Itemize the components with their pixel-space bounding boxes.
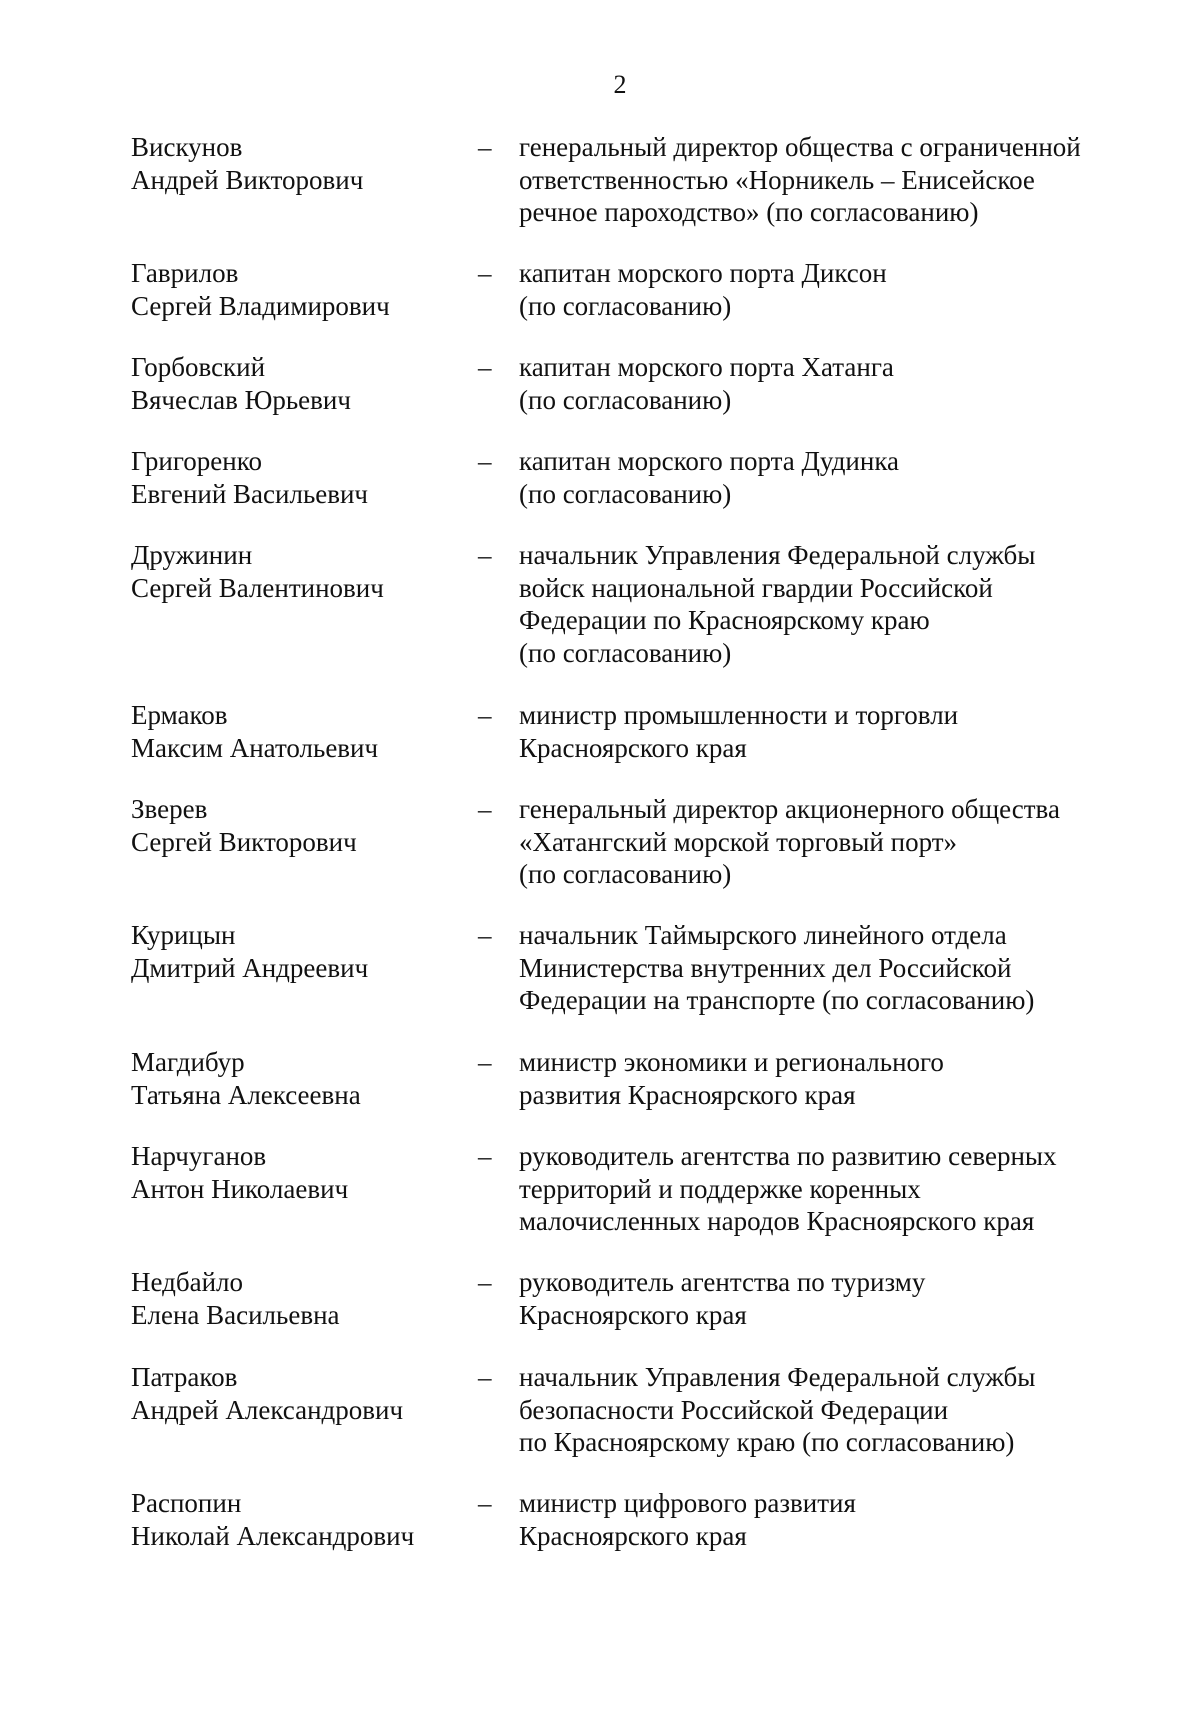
position-line: генеральный директор акционерного общества: [519, 794, 1060, 824]
member-name: [131, 445, 461, 510]
position-line: (по согласованию): [519, 637, 732, 668]
position-line: начальник Таймырского линейного отдела: [519, 920, 1007, 950]
position-line: министр цифрового развития: [519, 1488, 856, 1518]
member-given-names: Сергей Валентинович: [131, 572, 384, 603]
position-line: по Красноярскому краю (по согласованию): [519, 1427, 1015, 1457]
member-surname: Григоренко: [131, 446, 262, 476]
position-line: капитан морского порта Дудинка: [519, 446, 900, 476]
member-surname: Магдибур: [131, 1047, 245, 1077]
position-line: безопасности Российской Федерации: [519, 1394, 949, 1425]
member-surname: Нарчуганов: [131, 1141, 267, 1171]
member-name: [131, 1140, 461, 1205]
dash-separator: –: [478, 920, 492, 950]
member-position: [519, 699, 1119, 764]
member-position: [519, 1140, 1119, 1238]
member-given-names: Сергей Владимирович: [131, 290, 390, 321]
dash-separator: –: [478, 1141, 492, 1171]
dash-separator: –: [478, 446, 492, 476]
position-line: начальник Управления Федеральной службы: [519, 1362, 1036, 1392]
member-surname: Ермаков: [131, 700, 228, 730]
member-name: [131, 351, 461, 416]
position-line: развития Красноярского края: [519, 1079, 856, 1110]
member-given-names: Максим Анатольевич: [131, 732, 379, 763]
member-position: [519, 1266, 1119, 1331]
position-line: министр промышленности и торговли: [519, 700, 959, 730]
member-given-names: Евгений Васильевич: [131, 478, 369, 509]
position-line: (по согласованию): [519, 290, 732, 321]
member-name: [131, 793, 461, 858]
member-position: [519, 1487, 1119, 1552]
dash-separator: –: [478, 1047, 492, 1077]
member-position: [519, 1361, 1119, 1459]
member-name: [131, 1046, 461, 1111]
member-position: [519, 257, 1119, 322]
member-given-names: Сергей Викторович: [131, 826, 357, 857]
dash-separator: –: [478, 794, 492, 824]
position-line: руководитель агентства по развитию северных: [519, 1141, 1057, 1171]
position-line: малочисленных народов Красноярского края: [519, 1206, 1035, 1236]
member-surname: Недбайло: [131, 1267, 244, 1297]
position-line: капитан морского порта Диксон: [519, 258, 887, 288]
dash-separator: –: [478, 132, 492, 162]
member-given-names: Антон Николаевич: [131, 1173, 349, 1204]
member-name: [131, 1361, 461, 1426]
member-position: [519, 919, 1119, 1017]
member-name: [131, 699, 461, 764]
member-surname: Курицын: [131, 920, 236, 950]
position-line: Красноярского края: [519, 732, 747, 763]
member-position: [519, 1046, 1119, 1111]
member-surname: Вискунов: [131, 132, 243, 162]
dash-separator: –: [478, 352, 492, 382]
member-surname: Зверев: [131, 794, 208, 824]
member-name: [131, 1487, 461, 1552]
member-surname: Патраков: [131, 1362, 238, 1392]
position-line: ответственностью «Норникель – Енисейское: [519, 164, 1035, 195]
member-name: [131, 919, 461, 984]
member-position: [519, 793, 1119, 891]
position-line: Красноярского края: [519, 1520, 747, 1551]
member-name: [131, 257, 461, 322]
member-given-names: Андрей Викторович: [131, 164, 364, 195]
member-name: [131, 1266, 461, 1331]
member-position: [519, 539, 1119, 669]
member-surname: Горбовский: [131, 352, 266, 382]
member-name: [131, 539, 461, 604]
position-line: войск национальной гвардии Российской: [519, 572, 993, 603]
position-line: Федерации по Красноярскому краю: [519, 605, 930, 635]
position-line: Министерства внутренних дел Российской: [519, 952, 1012, 983]
position-line: начальник Управления Федеральной службы: [519, 540, 1036, 570]
member-given-names: Вячеслав Юрьевич: [131, 384, 351, 415]
member-given-names: Андрей Александрович: [131, 1394, 404, 1425]
position-line: руководитель агентства по туризму: [519, 1267, 926, 1297]
dash-separator: –: [478, 700, 492, 730]
member-given-names: Дмитрий Андреевич: [131, 952, 369, 983]
member-position: [519, 131, 1119, 229]
member-surname: Гаврилов: [131, 258, 239, 288]
position-line: министр экономики и регионального: [519, 1047, 944, 1077]
position-line: капитан морского порта Хатанга: [519, 352, 894, 382]
position-line: (по согласованию): [519, 859, 732, 889]
dash-separator: –: [478, 258, 492, 288]
member-surname: Дружинин: [131, 540, 253, 570]
position-line: (по согласованию): [519, 384, 732, 415]
member-name: [131, 131, 461, 196]
member-given-names: Елена Васильевна: [131, 1299, 340, 1330]
position-line: Красноярского края: [519, 1299, 747, 1330]
member-surname: Распопин: [131, 1488, 242, 1518]
position-line: «Хатангский морской торговый порт»: [519, 826, 958, 857]
position-line: генеральный директор общества с ограниченной: [519, 132, 1081, 162]
position-line: речное пароходство» (по согласованию): [519, 197, 979, 227]
position-line: территорий и поддержке коренных: [519, 1173, 921, 1204]
page-number: 2: [613, 70, 627, 99]
member-given-names: Николай Александрович: [131, 1520, 415, 1551]
member-given-names: Татьяна Алексеевна: [131, 1079, 361, 1110]
position-line: Федерации на транспорте (по согласованию): [519, 985, 1035, 1015]
dash-separator: –: [478, 1362, 492, 1392]
dash-separator: –: [478, 1488, 492, 1518]
member-position: [519, 351, 1119, 416]
position-line: (по согласованию): [519, 478, 732, 509]
member-position: [519, 445, 1119, 510]
dash-separator: –: [478, 1267, 492, 1297]
dash-separator: –: [478, 540, 492, 570]
